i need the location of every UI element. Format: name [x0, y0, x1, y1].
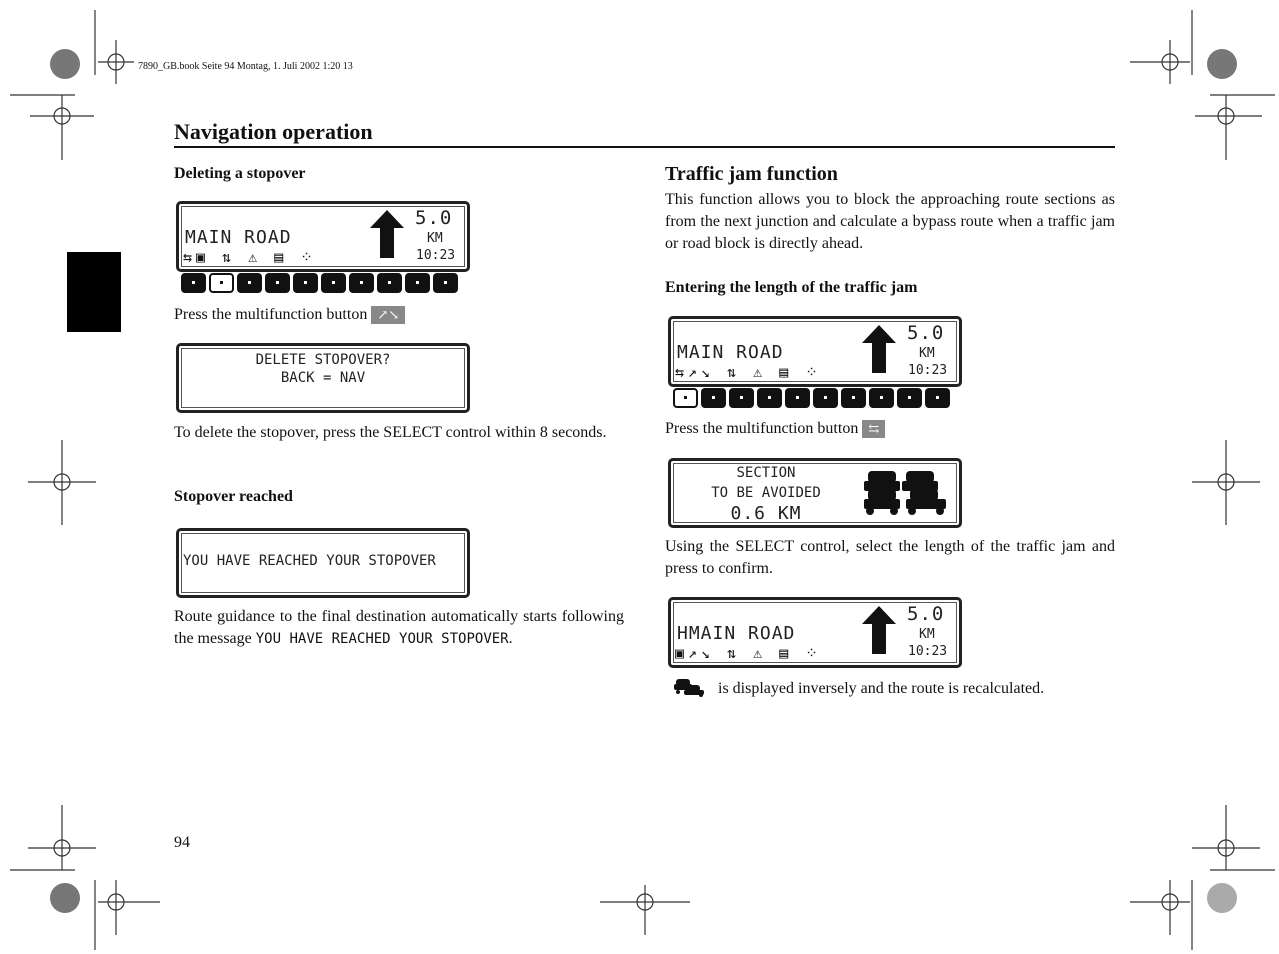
softkey-3[interactable] — [237, 273, 262, 293]
softkey-6[interactable] — [813, 388, 838, 408]
traffic-jam-cars-icon — [864, 469, 948, 517]
section-avoided-display — [668, 458, 962, 528]
softkey-5[interactable] — [293, 273, 318, 293]
status-icons: ⇆↗↘ ⇅ ⚠ ▤ ⁘ — [675, 363, 822, 381]
softkey-2[interactable] — [701, 388, 726, 408]
road-name: HMAIN ROAD — [677, 623, 796, 644]
route-text-end: . — [508, 630, 513, 647]
chapter-tab — [67, 252, 121, 332]
straight-arrow-icon — [862, 606, 896, 654]
page-number: 94 — [174, 834, 190, 851]
to-be-avoided-label: TO BE AVOIDED — [711, 485, 821, 501]
nav-display-traffic — [668, 316, 962, 387]
distance-value: 5.0 — [907, 322, 945, 344]
clock-time: 10:23 — [908, 363, 948, 378]
distance-value: 5.0 — [415, 207, 453, 229]
softkey-7[interactable] — [349, 273, 374, 293]
softkey-9[interactable] — [405, 273, 430, 293]
traffic-jam-button-icon: ⇆ — [862, 420, 885, 438]
softkey-9[interactable] — [897, 388, 922, 408]
distance-unit: KM — [919, 346, 935, 361]
softkey-4[interactable] — [265, 273, 290, 293]
select-length-instruction: Using the SELECT control, select the length of the traffic jam and press to confirm. — [665, 538, 1115, 577]
distance-value: 5.0 — [907, 603, 945, 625]
nav-display-recalculated — [668, 597, 962, 668]
distance-unit: KM — [919, 627, 935, 642]
route-text-message: YOU HAVE REACHED YOUR STOPOVER — [255, 631, 509, 647]
nav-display-main-road — [176, 201, 470, 272]
status-icons: ▣↗↘ ⇅ ⚠ ▤ ⁘ — [675, 644, 822, 662]
press-instruction — [174, 304, 405, 326]
softkey-10[interactable] — [433, 273, 458, 293]
delete-instruction: To delete the stopover, press the SELECT control within 8 seconds. — [174, 424, 607, 441]
traffic-jam-heading: Traffic jam function — [665, 163, 838, 185]
softkey-row — [673, 388, 950, 408]
jam-length-value: 0.6 KM — [730, 503, 802, 524]
softkey-8[interactable] — [377, 273, 402, 293]
back-nav-hint: BACK = NAV — [280, 370, 366, 386]
delete-stopover-prompt: DELETE STOPOVER? — [255, 352, 391, 368]
softkey-3[interactable] — [729, 388, 754, 408]
road-name: MAIN ROAD — [185, 227, 292, 248]
straight-arrow-icon — [862, 325, 896, 373]
route-guidance-text — [174, 606, 624, 650]
softkey-6[interactable] — [321, 273, 346, 293]
softkey-row — [181, 273, 458, 293]
softkey-2[interactable] — [209, 273, 234, 293]
road-name: MAIN ROAD — [677, 342, 784, 363]
press-instruction-traffic — [665, 418, 885, 440]
page-title: Navigation operation — [174, 119, 373, 144]
press-text: Press the multifunction button — [174, 306, 368, 323]
softkey-4[interactable] — [757, 388, 782, 408]
softkey-5[interactable] — [785, 388, 810, 408]
multifunction-button-icon: ↗↘ — [371, 306, 405, 324]
stopover-reached-heading: Stopover reached — [174, 488, 293, 505]
distance-unit: KM — [427, 231, 443, 246]
status-icons: ⇆▣ ⇅ ⚠ ▤ ⁘ — [183, 248, 317, 266]
stopover-reached-display — [176, 528, 470, 598]
straight-arrow-icon — [370, 210, 404, 258]
delete-stopover-display — [176, 343, 470, 413]
traffic-jam-description: This function allows you to block the approaching route sections as from the next junction and calculate a bypass route when a traffic jam or road block is directly ahead. — [665, 191, 1115, 252]
softkey-7[interactable] — [841, 388, 866, 408]
softkey-1[interactable] — [673, 388, 698, 408]
deleting-heading: Deleting a stopover — [174, 165, 306, 182]
section-label: SECTION — [736, 465, 796, 481]
clock-time: 10:23 — [416, 248, 456, 263]
softkey-10[interactable] — [925, 388, 950, 408]
traffic-jam-icon — [674, 679, 706, 697]
softkey-8[interactable] — [869, 388, 894, 408]
press-text: Press the multifunction button — [665, 420, 859, 437]
recalculated-note: is displayed inversely and the route is recalculated. — [718, 680, 1045, 697]
route-text: Route guidance to the final destination automatically starts following the message — [174, 608, 624, 647]
title-rule — [174, 146, 1115, 148]
softkey-1[interactable] — [181, 273, 206, 293]
file-header-line: 7890_GB.book Seite 94 Montag, 1. Juli 2002 1:20 13 — [138, 61, 353, 72]
clock-time: 10:23 — [908, 644, 948, 659]
entering-length-heading: Entering the length of the traffic jam — [665, 279, 918, 296]
stopover-reached-message: YOU HAVE REACHED YOUR STOPOVER — [183, 553, 436, 569]
